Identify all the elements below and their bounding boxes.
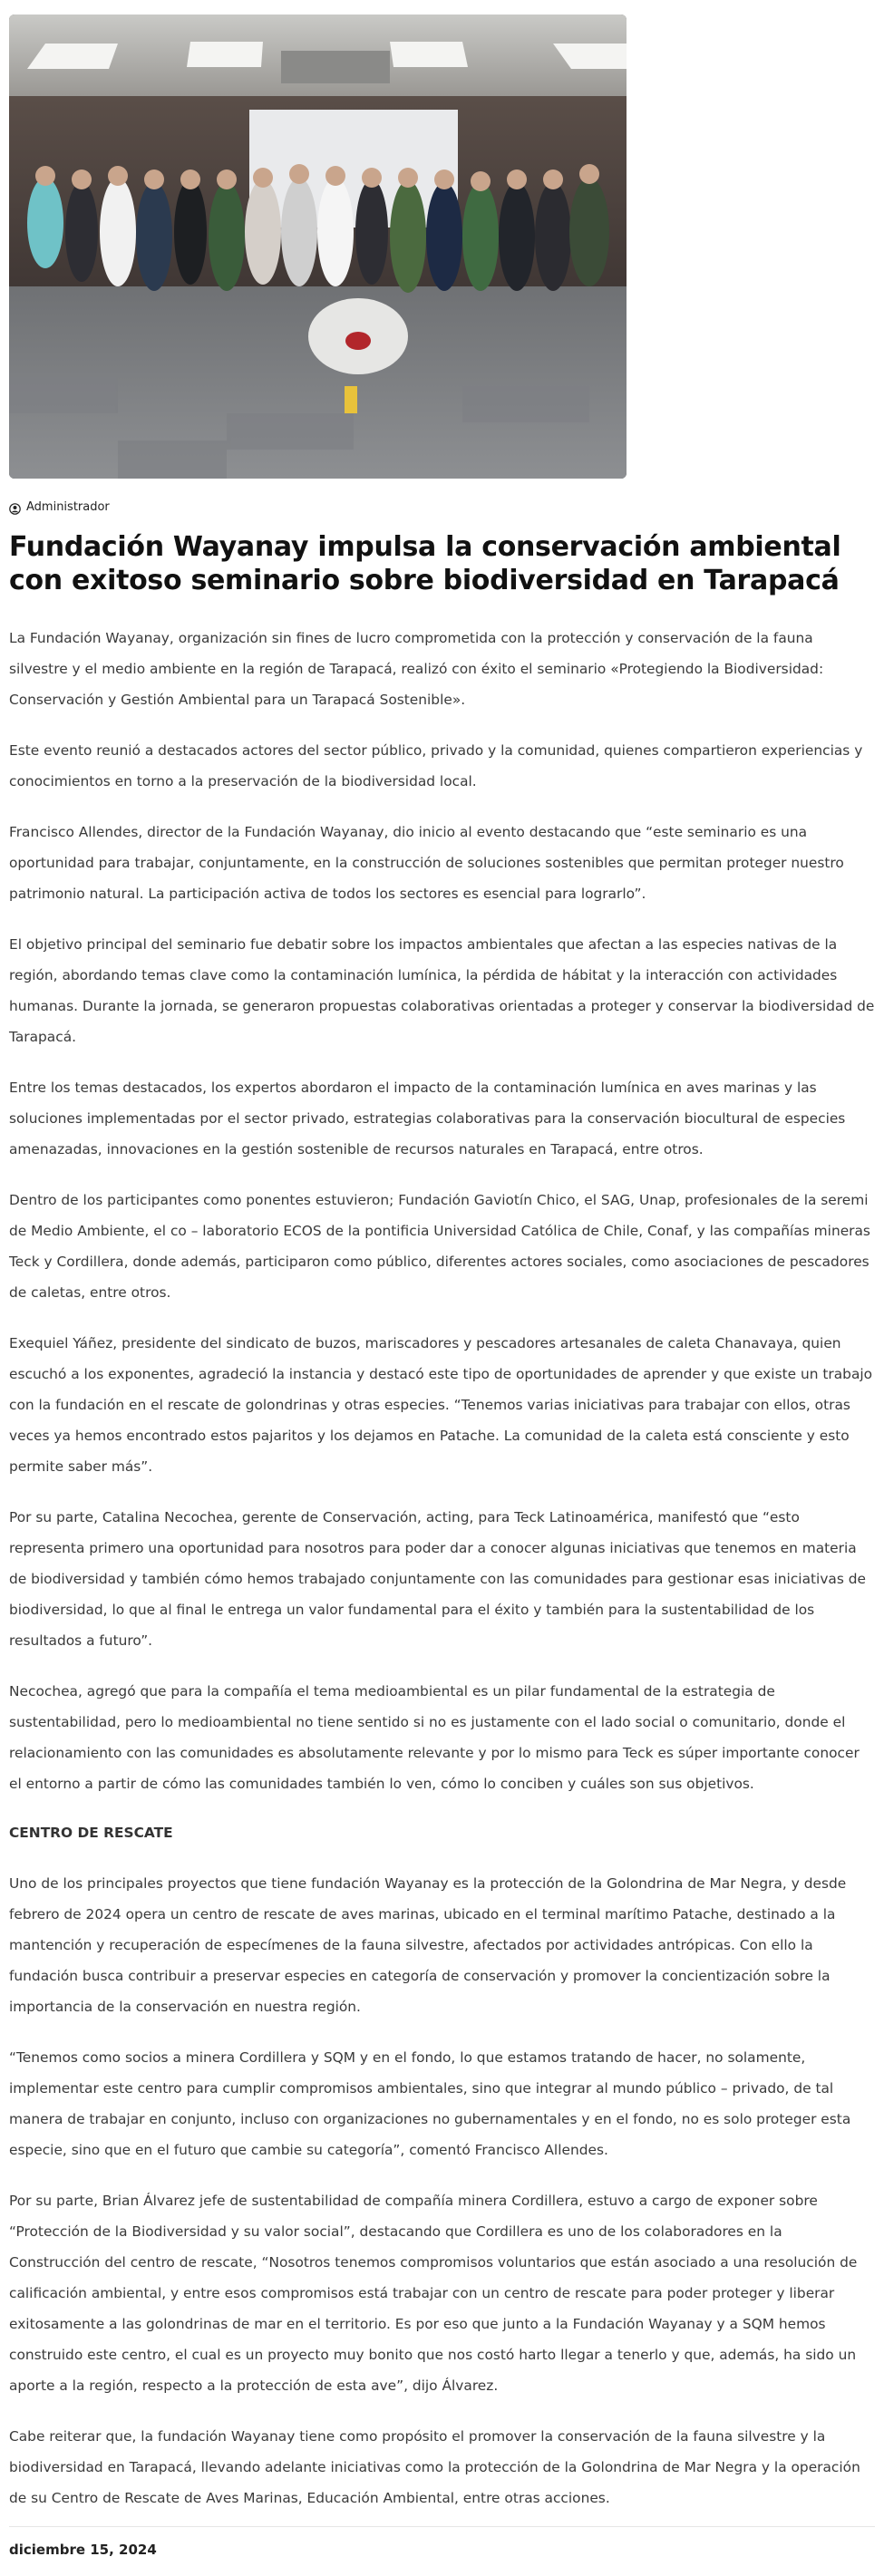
article-paragraph: La Fundación Wayanay, organización sin fines de lucro comprometida con la protección y conservación de la fauna silvestre y el medio ambiente en la región de Tarapacá, realizó con éxito el seminario «Protegiendo la Biodiversidad: Conservación y Gestión Ambiental para un Tarapacá Sostenible». bbox=[9, 630, 824, 708]
divider bbox=[9, 2526, 875, 2527]
article-paragraph: Cabe reiterar que, la fundación Wayanay tiene como propósito el promover la conservación de la fauna silvestre y la biodiversidad en Tarapacá, llevando adelante iniciativas como la protección de la Golondrina de Mar Negra y la operación de su Centro de Rescate de Aves Marinas, Educación Ambiental, entre otras acciones. bbox=[9, 2428, 860, 2506]
article-paragraph: Por su parte, Brian Álvarez jefe de sustentabilidad de compañía minera Cordillera, estuvo a cargo de exponer sobre “Protección de la Biodiversidad y su valor social”, destacando que Cordillera es uno de los colaboradores en la Construcción del centro de rescate, “Nosotros tenemos compromisos voluntarios que están asociado a una resolución de calificación ambiental, y entre esos compromisos está trabajar con un centro de rescate para poder proteger y liberar exitosamente a las golondrinas de mar en el territorio. Es por eso que junto a la Fundación Wayanay y a SQM hemos construido este centro, el cual es un proyecto muy bonito que nos costó harto llegar a tenerlo y que, además, ha sido un aporte a la región, respecto a la protección de esta ave”, dijo Álvarez. bbox=[9, 2193, 858, 2394]
author-name[interactable]: Administrador bbox=[26, 499, 110, 514]
article-paragraph: Este evento reunió a destacados actores del sector público, privado y la comunidad, quienes compartieron experiencias y conocimientos en torno a la preservación de la biodiversidad local. bbox=[9, 742, 863, 789]
article-paragraph: Necochea, agregó que para la compañía el tema medioambiental es un pilar fundamental de la estrategia de sustentabilidad, pero lo medioambiental no tiene sentido si no es justamente con el lado social o comunitario, donde el relacionamiento con las comunidades es absolutamente relevante y por lo mismo para Teck es súper importante conocer el entorno a partir de cómo las comunidades también lo ven, cómo lo conciben y cuáles son sus objetivos. bbox=[9, 1683, 860, 1792]
article-paragraph: “Tenemos como socios a minera Cordillera y SQM y en el fondo, lo que estamos tratando de hacer, no solamente, implementar este centro para cumplir compromisos ambientales, sino que integrar al mundo público – privado, de tal manera de trabajar en conjunto, incluso con organizaciones no gubernamentales y en el fondo, no es solo proteger esta especie, sino que en el futuro que cambie su categoría”, comentó Francisco Allendes. bbox=[9, 2049, 851, 2158]
article-paragraph: Dentro de los participantes como ponentes estuvieron; Fundación Gaviotín Chico, el SAG, Unap, profesionales de la seremi de Medio Ambiente, el co – laboratorio ECOS de la pontificia Universidad Católica de Chile, Conaf, y las compañías mineras Teck y Cordillera, donde además, participaron como público, diferentes actores sociales, como asociaciones de pescadores de caletas, entre otros. bbox=[9, 1192, 870, 1301]
user-circle-icon bbox=[9, 501, 21, 513]
article-paragraph: Exequiel Yáñez, presidente del sindicato de buzos, mariscadores y pescadores artesanales de caleta Chanavaya, quien escuchó a los exponentes, agradeció la instancia y destacó este tipo de oportunidades de aprender y que existe un trabajo con la fundación en el rescate de golondrinas y otras especies. “Tenemos varias iniciativas para trabajar con ellos, otras veces ya hemos encontrado estos pajaritos y los dejamos en Patache. La comunidad de la caleta está consciente y esto permite saber más”. bbox=[9, 1335, 873, 1475]
article-title: Fundación Wayanay impulsa la conservación ambiental con exitoso seminario sobre biodiversidad en Tarapacá bbox=[9, 531, 841, 596]
article-paragraph: Uno de los principales proyectos que tiene fundación Wayanay es la protección de la Golondrina de Mar Negra, y desde febrero de 2024 opera un centro de rescate de aves marinas, ubicado en el terminal marítimo Patache, destinado a la mantención y recuperación de especímenes de la fauna silvestre, afectados por actividades antrópicas. Con ello la fundación busca contribuir a preservar especies en categoría de conservación y promover la concientización sobre la importancia de la conservación en nuestra región. bbox=[9, 1875, 847, 2015]
publish-date: diciembre 15, 2024 bbox=[9, 2542, 157, 2558]
article-paragraph: Francisco Allendes, director de la Fundación Wayanay, dio inicio al evento destacando que “este seminario es una oportunidad para trabajar, conjuntamente, en la construcción de soluciones sostenibles que permitan proteger nuestro patrimonio natural. La participación activa de todos los sectores es esencial para lograrlo”. bbox=[9, 824, 844, 902]
article-paragraph: El objetivo principal del seminario fue debatir sobre los impactos ambientales que afectan a las especies nativas de la región, abordando temas clave como la contaminación lumínica, la pérdida de hábitat y la interacción con actividades humanas. Durante la jornada, se generaron propuestas colaborativas orientadas a proteger y conservar la biodiversidad de Tarapacá. bbox=[9, 936, 875, 1045]
author-row bbox=[9, 499, 875, 514]
article-paragraph: Entre los temas destacados, los expertos abordaron el impacto de la contaminación lumínica en aves marinas y las soluciones implementadas por el sector privado, estrategias colaborativas para la conservación biocultural de especies amenazadas, innovaciones en la gestión sostenible de recursos naturales en Tarapacá, entre otros. bbox=[9, 1080, 846, 1157]
section-heading: CENTRO DE RESCATE bbox=[9, 1825, 173, 1841]
hero-photo bbox=[9, 15, 627, 479]
article-paragraph: Por su parte, Catalina Necochea, gerente de Conservación, acting, para Teck Latinoamérica, manifestó que “esto representa primero una oportunidad para nosotros para poder dar a conocer algunas iniciativas que tenemos en materia de biodiversidad y también cómo hemos trabajado conjuntamente con las comunidades para gestionar esas iniciativas de biodiversidad, lo que al final le entrega un valor fundamental para el éxito y también para la sustentabilidad de los resultados a futuro”. bbox=[9, 1509, 867, 1649]
article-body bbox=[9, 623, 875, 2513]
